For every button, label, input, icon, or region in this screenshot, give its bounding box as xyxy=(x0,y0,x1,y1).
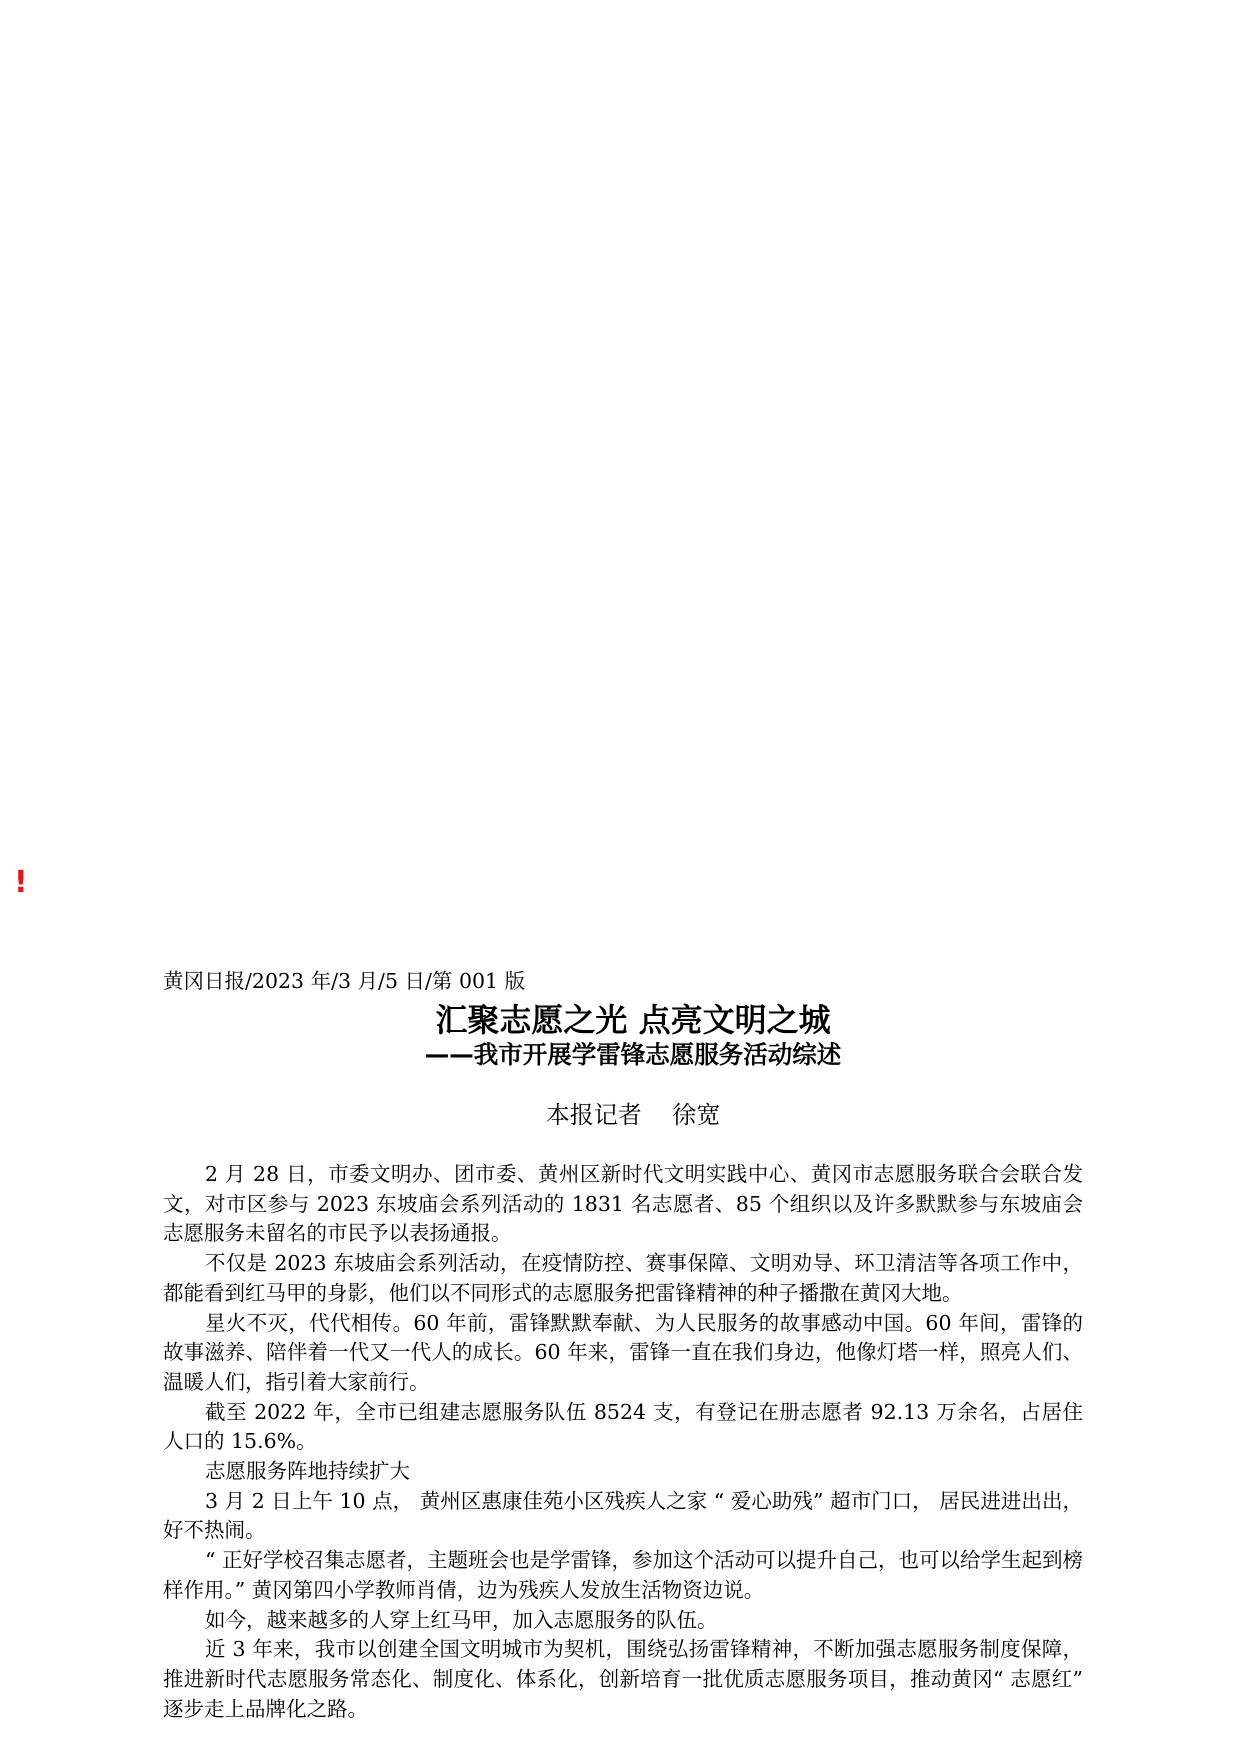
article xyxy=(163,968,1083,1724)
dateline: 黄冈日报/2023 年/3 月/5 日/第 001 版 xyxy=(163,969,526,993)
byline: 本报记者 徐宽 xyxy=(545,1101,721,1129)
paragraph: 3 月 2 日上午 10 点， 黄州区惠康佳苑小区残疾人之家 “ 爱心助残” 超市门口， 居民进进出出，好不热闹。 xyxy=(163,1488,1083,1543)
paragraph: 不仅是 2023 东坡庙会系列活动，在疫情防控、赛事保障、文明劝导、环卫清洁等各项工作中，都能看到红马甲的身影，他们以不同形式的志愿服务把雷锋精神的种子播撒在黄冈大地。 xyxy=(163,1251,1083,1305)
paragraph: “ 正好学校召集志愿者，主题班会也是学雷锋，参加这个活动可以提升自己，也可以给学生起到榜样作用。” 黄冈第四小学教师肖倩，边为残疾人发放生活物资边说。 xyxy=(163,1548,1083,1602)
paragraph: 如今，越来越多的人穿上红马甲，加入志愿服务的队伍。 xyxy=(205,1607,718,1632)
paragraph: 2 月 28 日，市委文明办、团市委、黄州区新时代文明实践中心、黄冈市志愿服务联合会联合发文，对市区参与 2023 东坡庙会系列活动的 1831 名志愿者、85 个组织以及许多默默参与东坡庙会志愿服务未留名的市民予以表扬通报。 xyxy=(163,1162,1083,1246)
red-exclamation-marker: ! xyxy=(14,865,28,900)
article-body xyxy=(163,1160,1083,1724)
article-title: 汇聚志愿之光 点亮文明之城 xyxy=(435,1001,831,1039)
paragraph: 近 3 年来，我市以创建全国文明城市为契机，围绕弘扬雷锋精神，不断加强志愿服务制度保障，推进新时代志愿服务常态化、制度化、体系化，创新培育一批优质志愿服务项目，推动黄冈“ 志愿红” 逐步走上品牌化之路。 xyxy=(163,1637,1083,1721)
paragraph: 截至 2022 年，全市已组建志愿服务队伍 8524 支，有登记在册志愿者 92.13 万余名，占居住人口的 15.6%。 xyxy=(163,1399,1083,1454)
article-subtitle: ——我市开展学雷锋志愿服务活动综述 xyxy=(424,1040,842,1069)
section-heading: 志愿服务阵地持续扩大 xyxy=(205,1459,410,1484)
paragraph: 星火不灭，代代相传。60 年前，雷锋默默奉献、为人民服务的故事感动中国。60 年间，雷锋的故事滋养、陪伴着一代又一代人的成长。60 年来，雷锋一直在我们身边，他像灯塔一样，照亮人们、温暖人们，指引着大家前行。 xyxy=(163,1310,1083,1394)
